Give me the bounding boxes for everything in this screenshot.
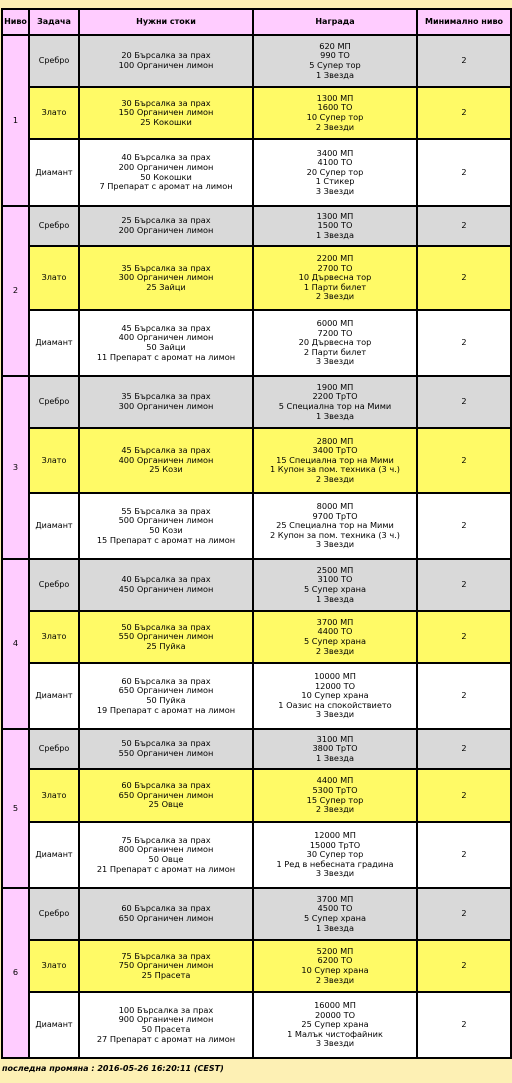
header-task: Задача xyxy=(29,9,79,35)
goods-cell: 35 Бърсалка за прах 300 Органичен лимон xyxy=(79,376,253,428)
table-row xyxy=(2,87,511,139)
table-row xyxy=(2,206,511,246)
level-cell: 2 xyxy=(2,206,29,376)
task-cell: Сребро xyxy=(29,206,79,246)
min-level-cell: 2 xyxy=(417,663,511,729)
goods-cell: 60 Бърсалка за прах 650 Органичен лимон 25 Овце xyxy=(79,769,253,822)
header-min-level: Минимално ниво xyxy=(417,9,511,35)
min-level-cell: 2 xyxy=(417,310,511,376)
table-row xyxy=(2,888,511,940)
min-level-cell: 2 xyxy=(417,888,511,940)
goods-cell: 50 Бърсалка за прах 550 Органичен лимон xyxy=(79,729,253,769)
table-row xyxy=(2,428,511,493)
reward-cell: 3400 МП 4100 ТО 20 Супер тор 1 Стикер 3 Звезди xyxy=(253,139,417,206)
goods-cell: 75 Бърсалка за прах 750 Органичен лимон 25 Прасета xyxy=(79,940,253,992)
task-cell: Диамант xyxy=(29,663,79,729)
task-cell: Сребро xyxy=(29,559,79,611)
min-level-cell: 2 xyxy=(417,428,511,493)
header-level: Ниво xyxy=(2,9,29,35)
task-cell: Диамант xyxy=(29,310,79,376)
goods-cell: 25 Бърсалка за прах 200 Органичен лимон xyxy=(79,206,253,246)
goods-cell: 40 Бърсалка за прах 200 Органичен лимон 50 Кокошки 7 Препарат с аромат на лимон xyxy=(79,139,253,206)
table-row xyxy=(2,992,511,1058)
goods-cell: 60 Бърсалка за прах 650 Органичен лимон xyxy=(79,888,253,940)
goods-cell: 35 Бърсалка за прах 300 Органичен лимон 25 Зайци xyxy=(79,246,253,310)
reward-cell: 8000 МП 9700 ТрТО 25 Специална тор на Мими 2 Купон за пом. техника (3 ч.) 3 Звезди xyxy=(253,493,417,559)
min-level-cell: 2 xyxy=(417,940,511,992)
goods-cell: 50 Бърсалка за прах 550 Органичен лимон 25 Пуйка xyxy=(79,611,253,663)
reward-cell: 2500 МП 3100 ТО 5 Супер храна 1 Звезда xyxy=(253,559,417,611)
quest-rewards-table xyxy=(1,8,512,1059)
goods-cell: 40 Бърсалка за прах 450 Органичен лимон xyxy=(79,559,253,611)
goods-cell: 100 Бърсалка за прах 900 Органичен лимон 50 Прасета 27 Препарат с аромат на лимон xyxy=(79,992,253,1058)
reward-cell: 1300 МП 1500 ТО 1 Звезда xyxy=(253,206,417,246)
level-cell: 1 xyxy=(2,35,29,206)
task-cell: Диамант xyxy=(29,493,79,559)
table-row xyxy=(2,611,511,663)
reward-cell: 3700 МП 4500 ТО 5 Супер храна 1 Звезда xyxy=(253,888,417,940)
table-row xyxy=(2,663,511,729)
table-row xyxy=(2,376,511,428)
goods-cell: 45 Бърсалка за прах 400 Органичен лимон 50 Зайци 11 Препарат с аромат на лимон xyxy=(79,310,253,376)
min-level-cell: 2 xyxy=(417,87,511,139)
table-row xyxy=(2,559,511,611)
goods-cell: 55 Бърсалка за прах 500 Органичен лимон 50 Кози 15 Препарат с аромат на лимон xyxy=(79,493,253,559)
min-level-cell: 2 xyxy=(417,729,511,769)
goods-cell: 60 Бърсалка за прах 650 Органичен лимон 50 Пуйка 19 Препарат с аромат на лимон xyxy=(79,663,253,729)
min-level-cell: 2 xyxy=(417,139,511,206)
task-cell: Злато xyxy=(29,769,79,822)
header-goods: Нужни стоки xyxy=(79,9,253,35)
reward-cell: 12000 МП 15000 ТрТО 30 Супер тор 1 Ред в небесната градина 3 Звезди xyxy=(253,822,417,888)
reward-cell: 2800 МП 3400 ТрТО 15 Специална тор на Мими 1 Купон за пом. техника (3 ч.) 2 Звезди xyxy=(253,428,417,493)
task-cell: Диамант xyxy=(29,992,79,1058)
task-cell: Сребро xyxy=(29,729,79,769)
header-reward: Награда xyxy=(253,9,417,35)
reward-cell: 1900 МП 2200 ТрТО 5 Специална тор на Мими 1 Звезда xyxy=(253,376,417,428)
table-row xyxy=(2,139,511,206)
reward-cell: 3100 МП 3800 ТрТО 1 Звезда xyxy=(253,729,417,769)
task-cell: Диамант xyxy=(29,139,79,206)
min-level-cell: 2 xyxy=(417,35,511,87)
reward-cell: 4400 МП 5300 ТрТО 15 Супер тор 2 Звезди xyxy=(253,769,417,822)
table-row xyxy=(2,940,511,992)
min-level-cell: 2 xyxy=(417,559,511,611)
min-level-cell: 2 xyxy=(417,611,511,663)
reward-cell: 6000 МП 7200 ТО 20 Дървесна тор 2 Парти билет 3 Звезди xyxy=(253,310,417,376)
goods-cell: 75 Бърсалка за прах 800 Органичен лимон 50 Овце 21 Препарат с аромат на лимон xyxy=(79,822,253,888)
goods-cell: 45 Бърсалка за прах 400 Органичен лимон 25 Кози xyxy=(79,428,253,493)
reward-cell: 5200 МП 6200 ТО 10 Супер храна 2 Звезди xyxy=(253,940,417,992)
level-cell: 5 xyxy=(2,729,29,888)
task-cell: Сребро xyxy=(29,888,79,940)
level-cell: 6 xyxy=(2,888,29,1058)
table-row xyxy=(2,35,511,87)
reward-cell: 10000 МП 12000 ТО 10 Супер храна 1 Оазис на спокойствието 3 Звезди xyxy=(253,663,417,729)
min-level-cell: 2 xyxy=(417,493,511,559)
task-cell: Злато xyxy=(29,87,79,139)
task-cell: Злато xyxy=(29,611,79,663)
reward-cell: 2200 МП 2700 ТО 10 Дървесна тор 1 Парти билет 2 Звезди xyxy=(253,246,417,310)
task-cell: Злато xyxy=(29,246,79,310)
task-cell: Диамант xyxy=(29,822,79,888)
table-row xyxy=(2,246,511,310)
goods-cell: 30 Бърсалка за прах 150 Органичен лимон 25 Кокошки xyxy=(79,87,253,139)
table-header-row xyxy=(2,9,511,35)
last-modified-text: последна промяна : 2016-05-26 16:20:11 (CEST) xyxy=(2,1064,224,1073)
level-cell: 3 xyxy=(2,376,29,559)
min-level-cell: 2 xyxy=(417,992,511,1058)
table-row xyxy=(2,822,511,888)
table-row xyxy=(2,310,511,376)
level-cell: 4 xyxy=(2,559,29,729)
table-row xyxy=(2,493,511,559)
table-row xyxy=(2,729,511,769)
goods-cell: 20 Бърсалка за прах 100 Органичен лимон xyxy=(79,35,253,87)
task-cell: Злато xyxy=(29,940,79,992)
task-cell: Сребро xyxy=(29,35,79,87)
min-level-cell: 2 xyxy=(417,376,511,428)
reward-cell: 16000 МП 20000 ТО 25 Супер храна 1 Малък чистофайник 3 Звезди xyxy=(253,992,417,1058)
min-level-cell: 2 xyxy=(417,822,511,888)
min-level-cell: 2 xyxy=(417,206,511,246)
reward-cell: 620 МП 990 ТО 5 Супер тор 1 Звезда xyxy=(253,35,417,87)
task-cell: Сребро xyxy=(29,376,79,428)
reward-cell: 1300 МП 1600 ТО 10 Супер тор 2 Звезди xyxy=(253,87,417,139)
task-cell: Злато xyxy=(29,428,79,493)
min-level-cell: 2 xyxy=(417,769,511,822)
min-level-cell: 2 xyxy=(417,246,511,310)
reward-cell: 3700 МП 4400 ТО 5 Супер храна 2 Звезди xyxy=(253,611,417,663)
table-row xyxy=(2,769,511,822)
